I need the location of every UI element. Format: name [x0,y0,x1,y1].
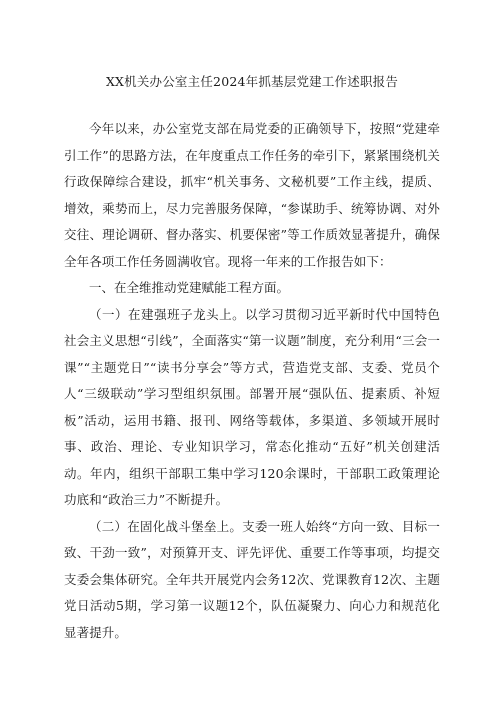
subsection-paragraph-1: （一）在建强班子龙头上。以学习贯彻习近平新时代中国特色社会主义思想“引线”，全面落实“第一议题”制度，充分利用“三会一课”“主题党日”“读书分享会”等方式，营造党支部、支委、党员个人“三级联动”学习型组织氛围。部署开展“强队伍、提素质、补短板”活动，运用书籍、报刊、网络等载体，多渠道、多领域开展时事、政治、理论、专业知识学习，常态化推动“五好”机关创建活动。年内，组织干部职工集中学习120余课时，干部职工政策理论功底和“政治三力”不断提升。 [64,306,440,507]
document-title: XX机关办公室主任2024年抓基层党建工作述职报告 [105,74,399,89]
document-page [64,72,440,646]
section-heading: 一、在全维推动党建赋能工程方面。 [89,280,290,295]
intro-paragraph: 今年以来，办公室党支部在局党委的正确领导下，按照“党建牵引工作”的思路方法，在年度重点工作任务的牵引下，紧紧围绕机关行政保障综合建设，抓牢“机关事务、文秘机要”工作主线，提质、增效，乘势而上，尽力完善服务保障，“参谋助手、统筹协调、对外交往、理论调研、督办落实、机要保密”等工作质效显著提升，确保全年各项工作任务圆满收官。现将一年来的工作报告如下： [64,121,440,269]
subsection-paragraph-2: （二）在固化战斗堡垒上。支委一班人始终“方向一致、目标一致、干劲一致”，对预算开支、评先评优、重要工作等事项，均提交支委会集体研究。全年共开展党内会务12次、党课教育12次、主题党日活动5期，学习第一议题12个，队伍凝聚力、向心力和规范化显著提升。 [64,518,440,640]
